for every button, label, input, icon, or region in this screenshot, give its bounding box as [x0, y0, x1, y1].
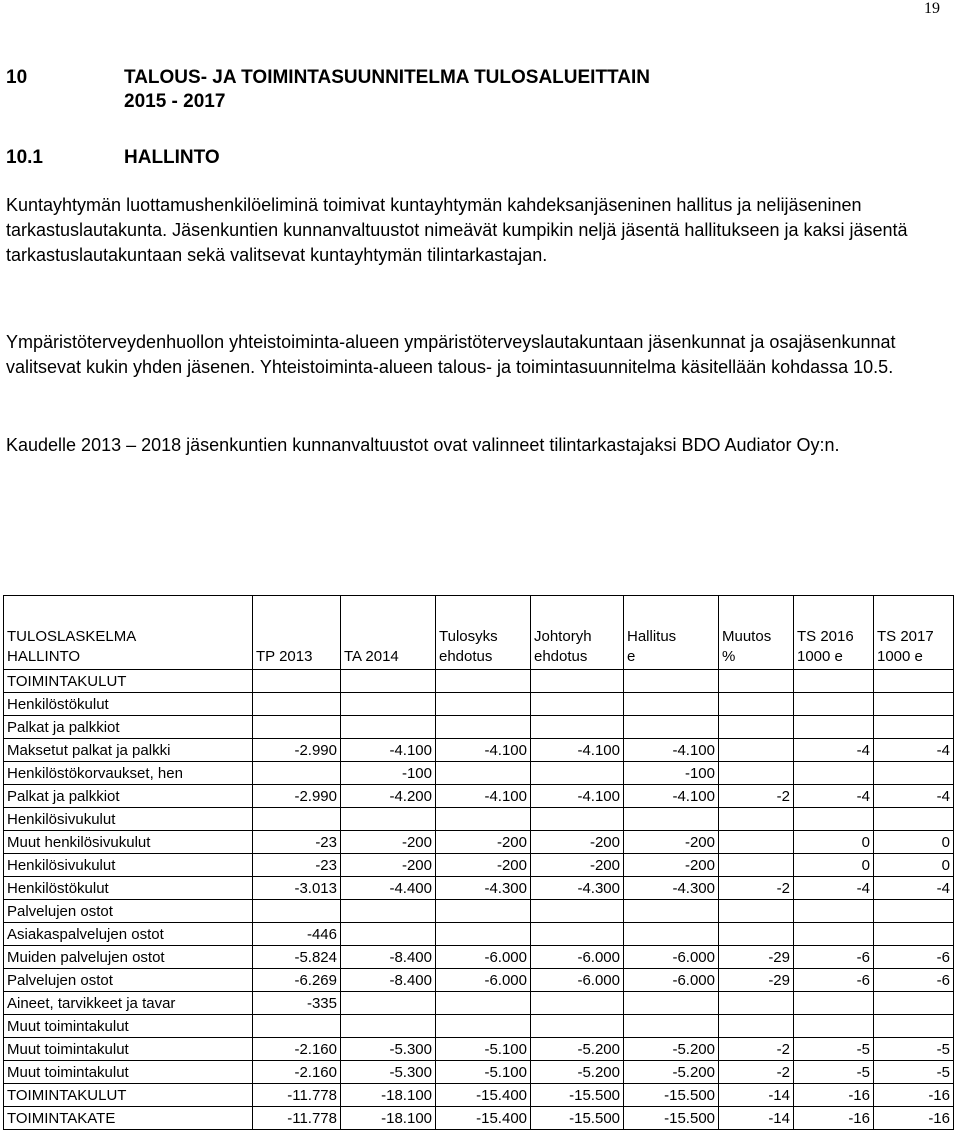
value-cell: -5.200	[624, 1061, 719, 1084]
value-cell: -8.400	[341, 946, 436, 969]
table-row	[4, 1061, 954, 1084]
value-cell	[719, 854, 794, 877]
table-row	[4, 1084, 954, 1107]
header-tp-2013	[253, 596, 341, 670]
value-cell: -2	[719, 785, 794, 808]
value-cell: -5.200	[531, 1061, 624, 1084]
table-row	[4, 808, 954, 831]
table-row	[4, 900, 954, 923]
value-cell	[531, 693, 624, 716]
value-cell: -4.400	[341, 877, 436, 900]
row-label: TOIMINTAKULUT	[4, 1084, 253, 1107]
value-cell: 0	[794, 831, 874, 854]
value-cell: -6.000	[436, 969, 531, 992]
value-cell: -4.100	[531, 785, 624, 808]
table-row	[4, 969, 954, 992]
value-cell	[436, 693, 531, 716]
value-cell: -4	[794, 877, 874, 900]
row-label: Henkilösivukulut	[4, 854, 253, 877]
value-cell	[719, 923, 794, 946]
value-cell: -5.200	[624, 1038, 719, 1061]
value-cell: -6.000	[624, 969, 719, 992]
value-cell	[531, 992, 624, 1015]
header-text: ehdotus	[534, 648, 588, 665]
value-cell	[253, 762, 341, 785]
value-cell: -2.990	[253, 785, 341, 808]
value-cell: -4.300	[436, 877, 531, 900]
header-text: Muutos	[722, 628, 772, 645]
value-cell: -2	[719, 877, 794, 900]
value-cell	[719, 762, 794, 785]
value-cell: -2	[719, 1061, 794, 1084]
value-cell: 0	[874, 854, 954, 877]
header-text: TP 2013	[256, 648, 313, 665]
value-cell	[436, 762, 531, 785]
value-cell: -29	[719, 969, 794, 992]
table-row	[4, 923, 954, 946]
value-cell: -6	[794, 969, 874, 992]
value-cell	[719, 693, 794, 716]
value-cell	[624, 1015, 719, 1038]
row-label: Muut toimintakulut	[4, 1038, 253, 1061]
value-cell: -5.200	[531, 1038, 624, 1061]
header-ts-2016	[794, 596, 874, 670]
table-row	[4, 716, 954, 739]
value-cell	[531, 900, 624, 923]
value-cell: -2.160	[253, 1061, 341, 1084]
value-cell: -4.100	[436, 739, 531, 762]
value-cell: -5	[794, 1038, 874, 1061]
table-row	[4, 877, 954, 900]
subsection-number: 10.1	[6, 147, 43, 168]
value-cell	[436, 900, 531, 923]
header-text: ehdotus	[439, 648, 493, 665]
row-label: Muut henkilösivukulut	[4, 831, 253, 854]
value-cell	[874, 923, 954, 946]
value-cell	[874, 762, 954, 785]
value-cell: -2	[719, 1038, 794, 1061]
value-cell: -23	[253, 831, 341, 854]
value-cell: -446	[253, 923, 341, 946]
value-cell	[436, 670, 531, 693]
header-tulosyks-ehdotus	[436, 596, 531, 670]
value-cell: -11.778	[253, 1107, 341, 1130]
value-cell: -16	[794, 1107, 874, 1130]
value-cell: -200	[341, 854, 436, 877]
value-cell: -8.400	[341, 969, 436, 992]
table-row	[4, 785, 954, 808]
header-hallitus-e	[624, 596, 719, 670]
value-cell	[874, 716, 954, 739]
table-row	[4, 1038, 954, 1061]
value-cell	[436, 992, 531, 1015]
value-cell: -4	[874, 785, 954, 808]
value-cell	[341, 900, 436, 923]
row-label: Henkilöstökulut	[4, 877, 253, 900]
value-cell	[531, 762, 624, 785]
header-johtoryh-ehdotus	[531, 596, 624, 670]
value-cell: -4	[874, 739, 954, 762]
value-cell	[624, 900, 719, 923]
row-label: Henkilöstökorvaukset, hen	[4, 762, 253, 785]
value-cell: -200	[624, 831, 719, 854]
value-cell: -14	[719, 1084, 794, 1107]
value-cell: -4.100	[624, 785, 719, 808]
value-cell: -100	[341, 762, 436, 785]
value-cell: -200	[531, 854, 624, 877]
value-cell	[341, 923, 436, 946]
table-row	[4, 1015, 954, 1038]
header-text: HALLINTO	[7, 648, 81, 665]
value-cell	[253, 670, 341, 693]
value-cell	[531, 923, 624, 946]
header-text: Johtoryh	[534, 628, 592, 645]
value-cell: -6	[874, 969, 954, 992]
table-row	[4, 670, 954, 693]
value-cell: -200	[624, 854, 719, 877]
header-text: Tulosyks	[439, 628, 498, 645]
value-cell	[719, 670, 794, 693]
subsection-title: HALLINTO	[124, 147, 220, 168]
value-cell	[624, 808, 719, 831]
table-row	[4, 762, 954, 785]
row-label: TOIMINTAKULUT	[4, 670, 253, 693]
table-row	[4, 739, 954, 762]
value-cell: -4.100	[341, 739, 436, 762]
value-cell	[436, 1015, 531, 1038]
value-cell	[794, 1015, 874, 1038]
header-text: 1000 e	[877, 648, 923, 665]
value-cell	[794, 992, 874, 1015]
table-row	[4, 693, 954, 716]
value-cell	[794, 716, 874, 739]
value-cell	[874, 900, 954, 923]
value-cell	[719, 1015, 794, 1038]
value-cell: -5	[874, 1038, 954, 1061]
value-cell: -200	[531, 831, 624, 854]
value-cell: -4	[794, 739, 874, 762]
value-cell	[874, 992, 954, 1015]
value-cell: -5.300	[341, 1061, 436, 1084]
table-row	[4, 1107, 954, 1130]
value-cell: -4.100	[531, 739, 624, 762]
row-label: Maksetut palkat ja palkki	[4, 739, 253, 762]
value-cell	[624, 693, 719, 716]
value-cell	[874, 1015, 954, 1038]
header-text: TULOSLASKELMA	[7, 628, 137, 645]
value-cell	[794, 923, 874, 946]
paragraph-auditor: Kaudelle 2013 – 2018 jäsenkuntien kunnanvaltuustot ovat valinneet tilintarkastajaksi BDO Audiator Oy:n.	[6, 435, 840, 455]
header-text: TA 2014	[344, 648, 399, 665]
value-cell: -15.500	[531, 1084, 624, 1107]
value-cell: -6	[794, 946, 874, 969]
header-text: TS 2016	[797, 628, 854, 645]
row-label: Henkilösivukulut	[4, 808, 253, 831]
header-tuloslaskelma	[4, 596, 253, 670]
value-cell	[624, 716, 719, 739]
row-label: TOIMINTAKATE	[4, 1107, 253, 1130]
row-label: Palvelujen ostot	[4, 969, 253, 992]
row-label: Palvelujen ostot	[4, 900, 253, 923]
value-cell	[794, 900, 874, 923]
value-cell: -335	[253, 992, 341, 1015]
value-cell: -15.500	[624, 1107, 719, 1130]
value-cell	[436, 716, 531, 739]
value-cell: -16	[794, 1084, 874, 1107]
value-cell: -6.000	[624, 946, 719, 969]
value-cell: -5	[794, 1061, 874, 1084]
value-cell	[874, 670, 954, 693]
value-cell: -4.300	[531, 877, 624, 900]
header-text: 1000 e	[797, 648, 843, 665]
value-cell	[874, 693, 954, 716]
row-label: Aineet, tarvikkeet ja tavar	[4, 992, 253, 1015]
value-cell: -6.000	[531, 969, 624, 992]
value-cell: -16	[874, 1084, 954, 1107]
value-cell	[794, 670, 874, 693]
value-cell	[253, 900, 341, 923]
value-cell	[794, 762, 874, 785]
value-cell: -29	[719, 946, 794, 969]
value-cell	[531, 716, 624, 739]
section-number: 10	[6, 67, 28, 88]
table-row	[4, 946, 954, 969]
value-cell	[624, 670, 719, 693]
value-cell: 0	[794, 854, 874, 877]
row-label: Henkilöstökulut	[4, 693, 253, 716]
value-cell	[624, 992, 719, 1015]
value-cell: -5.824	[253, 946, 341, 969]
value-cell	[341, 992, 436, 1015]
row-label: Muut toimintakulut	[4, 1015, 253, 1038]
value-cell	[253, 1015, 341, 1038]
value-cell: -5.100	[436, 1061, 531, 1084]
value-cell: -200	[436, 854, 531, 877]
value-cell	[719, 831, 794, 854]
value-cell: -5.300	[341, 1038, 436, 1061]
value-cell: -15.500	[624, 1084, 719, 1107]
income-statement-table	[3, 595, 954, 1130]
value-cell: -4.200	[341, 785, 436, 808]
value-cell: -6.000	[436, 946, 531, 969]
section-heading-10	[6, 66, 650, 114]
value-cell: -200	[341, 831, 436, 854]
value-cell: -4	[874, 877, 954, 900]
value-cell	[794, 693, 874, 716]
value-cell	[719, 716, 794, 739]
value-cell: -18.100	[341, 1084, 436, 1107]
header-text: Hallitus	[627, 628, 677, 645]
header-ts-2017	[874, 596, 954, 670]
value-cell	[719, 900, 794, 923]
table-header-row	[4, 596, 954, 670]
value-cell	[531, 808, 624, 831]
row-label: Palkat ja palkkiot	[4, 716, 253, 739]
section-title-line2: 2015 - 2017	[124, 91, 226, 112]
value-cell: -16	[874, 1107, 954, 1130]
value-cell: -100	[624, 762, 719, 785]
row-label: Muiden palvelujen ostot	[4, 946, 253, 969]
table-row	[4, 831, 954, 854]
value-cell: -5.100	[436, 1038, 531, 1061]
value-cell: -2.160	[253, 1038, 341, 1061]
value-cell	[341, 1015, 436, 1038]
value-cell: -23	[253, 854, 341, 877]
value-cell: -4.300	[624, 877, 719, 900]
page-number: 19	[924, 0, 940, 17]
value-cell: -4.100	[436, 785, 531, 808]
paragraph-environmental-health: Ympäristöterveydenhuollon yhteistoiminta-alueen ympäristöterveyslautakuntaan jäsenkunnat ja osajäsenkunnat valitsevat kukin yhden jäsenen. Yhteistoiminta-alueen talous- ja toimintasuunnitelma käsitellään kohdassa 10.5.	[6, 332, 896, 377]
value-cell	[874, 808, 954, 831]
value-cell: -3.013	[253, 877, 341, 900]
value-cell	[531, 670, 624, 693]
value-cell	[436, 808, 531, 831]
table-row	[4, 854, 954, 877]
value-cell: -6.000	[531, 946, 624, 969]
section-title-line1: TALOUS- JA TOIMINTASUUNNITELMA TULOSALUEITTAIN	[124, 67, 650, 88]
value-cell	[341, 670, 436, 693]
value-cell	[253, 716, 341, 739]
paragraph-board-composition: Kuntayhtymän luottamushenkilöeliminä toimivat kuntayhtymän kahdeksanjäseninen hallitus ja nelijäseninen tarkastuslautakunta. Jäsenkuntien kunnanvaltuustot nimeävät kumpikin neljä jäsentä hallitukseen ja kaksi jäsentä tarkastuslautakuntaan sekä valitsevat kuntayhtymän tilintarkastajan.	[6, 195, 908, 265]
value-cell	[794, 808, 874, 831]
value-cell: -11.778	[253, 1084, 341, 1107]
value-cell: -2.990	[253, 739, 341, 762]
value-cell	[253, 693, 341, 716]
value-cell: -6.269	[253, 969, 341, 992]
header-text: %	[722, 648, 736, 665]
value-cell: -15.400	[436, 1084, 531, 1107]
section-heading-10-1	[6, 146, 220, 170]
value-cell	[436, 923, 531, 946]
value-cell	[531, 1015, 624, 1038]
value-cell	[253, 808, 341, 831]
value-cell: -18.100	[341, 1107, 436, 1130]
value-cell	[719, 739, 794, 762]
row-label: Palkat ja palkkiot	[4, 785, 253, 808]
value-cell	[341, 716, 436, 739]
value-cell: 0	[874, 831, 954, 854]
value-cell	[719, 992, 794, 1015]
value-cell: -15.500	[531, 1107, 624, 1130]
value-cell	[719, 808, 794, 831]
value-cell	[341, 808, 436, 831]
value-cell: -14	[719, 1107, 794, 1130]
header-text: e	[627, 648, 636, 665]
table-row	[4, 992, 954, 1015]
value-cell: -4	[794, 785, 874, 808]
header-muutos-percent	[719, 596, 794, 670]
header-text: TS 2017	[877, 628, 934, 645]
row-label: Asiakaspalvelujen ostot	[4, 923, 253, 946]
header-ta-2014	[341, 596, 436, 670]
row-label: Muut toimintakulut	[4, 1061, 253, 1084]
value-cell: -15.400	[436, 1107, 531, 1130]
value-cell: -5	[874, 1061, 954, 1084]
value-cell: -4.100	[624, 739, 719, 762]
value-cell	[341, 693, 436, 716]
value-cell: -200	[436, 831, 531, 854]
value-cell: -6	[874, 946, 954, 969]
value-cell	[624, 923, 719, 946]
